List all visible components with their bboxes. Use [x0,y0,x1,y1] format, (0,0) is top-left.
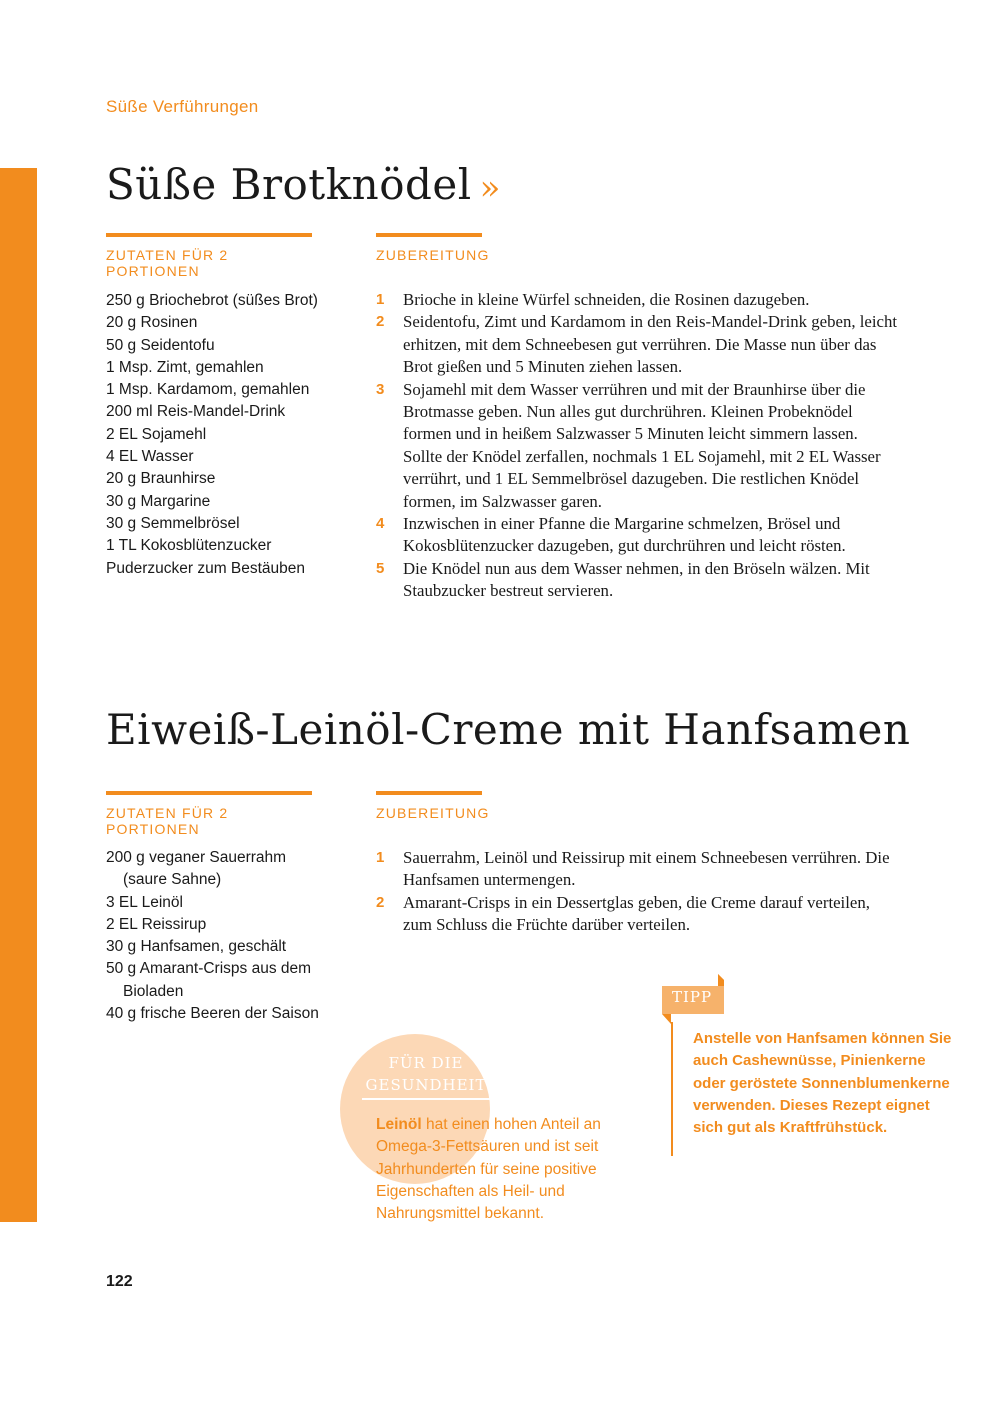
step-item [376,558,901,603]
step-item [376,379,901,513]
tip-divider-line [671,1022,673,1156]
tip-label: TIPP [672,988,713,1006]
step-item [376,289,901,311]
ingredient-item: 50 g Amarant-Crisps aus dem Bioladen [106,960,312,1000]
recipe2-steps-heading: ZUBEREITUNG [376,791,482,821]
ingredient-item: Puderzucker zum Bestäuben [106,559,306,577]
ingredient-item: 1 Msp. Kardamom, gemahlen [106,381,310,399]
ingredient-item: 3 EL Leinöl [106,893,183,911]
health-box-text [376,1114,626,1225]
recipe2-ingredients-list [106,847,331,1025]
recipe1-title [106,160,501,209]
step-number: 3 [376,380,385,398]
recipe1-ingredients-list [106,290,346,580]
step-text: Sauerrahm, Leinöl und Reissirup mit einem Schneebesen verrühren. Die Hanfsamen untermengen. [403,848,890,890]
step-number: 2 [376,893,385,911]
health-heading-line1: FÜR DIE [388,1054,464,1072]
step-number: 4 [376,515,385,533]
recipe2-steps-list [376,847,901,937]
ingredient-item: 30 g Hanfsamen, geschält [106,938,287,956]
step-text: Sojamehl mit dem Wasser verrühren und mit der Braunhirse über die Brotmasse geben. Nun alles gut durchrühren. Kleinen Probeknödel formen und in heißem Salzwasser 5 Minuten leicht simmern lassen. Sollte der Knödel zerfallen, nochmals 1 EL Sojamehl, mit 2 EL Wasser verrührt, und 1 EL Semmelbrösel dazugeben. Die restlichen Knödel formen, im Salzwasser garen. [403,379,881,511]
health-body: hat einen hohen Anteil an Omega-3-Fettsäuren und ist seit Jahrhunderten für seine positive Eigenschaften als Heil- und Nahrungsmittel bekannt. [376,1116,601,1223]
ingredient-item: 30 g Semmelbrösel [106,514,240,532]
recipe2-ingredients-heading: ZUTATEN FÜR 2 PORTIONEN [106,791,312,837]
section-label: Süße Verführungen [106,97,259,116]
ingredient-item: 200 ml Reis-Mandel-Drink [106,403,286,421]
ingredient-item: 50 g Seidentofu [106,336,215,354]
health-heading-line2: GESUNDHEIT [365,1076,487,1094]
step-number: 2 [376,313,385,331]
ingredient-item: 20 g Rosinen [106,314,198,332]
recipe1-steps-list [376,289,901,603]
step-number: 1 [376,849,385,866]
recipe1-ingredients-heading: ZUTATEN FÜR 2 PORTIONEN [106,233,312,279]
step-text: Brioche in kleine Würfel schneiden, die Rosinen dazugeben. [403,290,810,309]
step-item [376,311,901,378]
step-number: 1 [376,291,385,308]
recipe1-title-text: Süße Brotknödel [106,160,472,209]
ingredient-item: 1 TL Kokosblütenzucker [106,537,272,555]
ingredient-item: 1 Msp. Zimt, gemahlen [106,358,264,376]
step-item [376,847,901,892]
step-text: Die Knödel nun aus dem Wasser nehmen, in den Bröseln wälzen. Mit Staubzucker bestreut servieren. [403,558,870,601]
step-number: 5 [376,559,385,577]
step-text: Amarant-Crisps in ein Dessertglas geben, die Creme darauf verteilen, zum Schluss die Früchte darüber verteilen. [403,892,870,935]
ingredient-item: 30 g Margarine [106,492,211,510]
step-text: Inzwischen in einer Pfanne die Margarine schmelzen, Brösel und Kokosblütenzucker dazugeben, gut durchrühren und leicht rösten. [403,514,846,556]
step-text: Seidentofu, Zimt und Kardamom in den Reis-Mandel-Drink geben, leicht erhitzen, mit dem Schneebesen gut verrühren. Die Masse nun über das Brot gießen und 5 Minuten ziehen lassen. [403,312,897,377]
ingredient-item: 4 EL Wasser [106,448,194,466]
recipe1-steps-heading: ZUBEREITUNG [376,233,482,263]
health-box-heading [356,1052,496,1100]
step-item [376,513,901,558]
health-heading-rule [362,1098,490,1100]
tip-text: Anstelle von Hanfsamen können Sie auch Cashewnüsse, Pinienkerne oder geröstete Sonnenblumenkerne verwenden. Dieses Rezept eignet sich gut als Kraftfrühstück. [693,1030,952,1137]
ingredient-item: 40 g frische Beeren der Saison [106,1005,319,1023]
page-number: 122 [106,1273,133,1290]
health-bold-term: Leinöl [376,1116,422,1133]
ingredient-item: 20 g Braunhirse [106,470,216,488]
side-accent-bar [0,168,37,1222]
ingredient-item: 200 g veganer Sauerrahm (saure Sahne) [106,849,287,889]
ingredient-item: 250 g Briochebrot (süßes Brot) [106,292,318,309]
ingredient-item: 2 EL Reissirup [106,915,207,933]
recipe2-title: Eiweiß-Leinöl-Creme mit Hanfsamen [106,705,911,754]
title-arrow-icon: » [479,168,501,208]
step-item [376,892,901,937]
ingredient-item: 2 EL Sojamehl [106,425,207,443]
